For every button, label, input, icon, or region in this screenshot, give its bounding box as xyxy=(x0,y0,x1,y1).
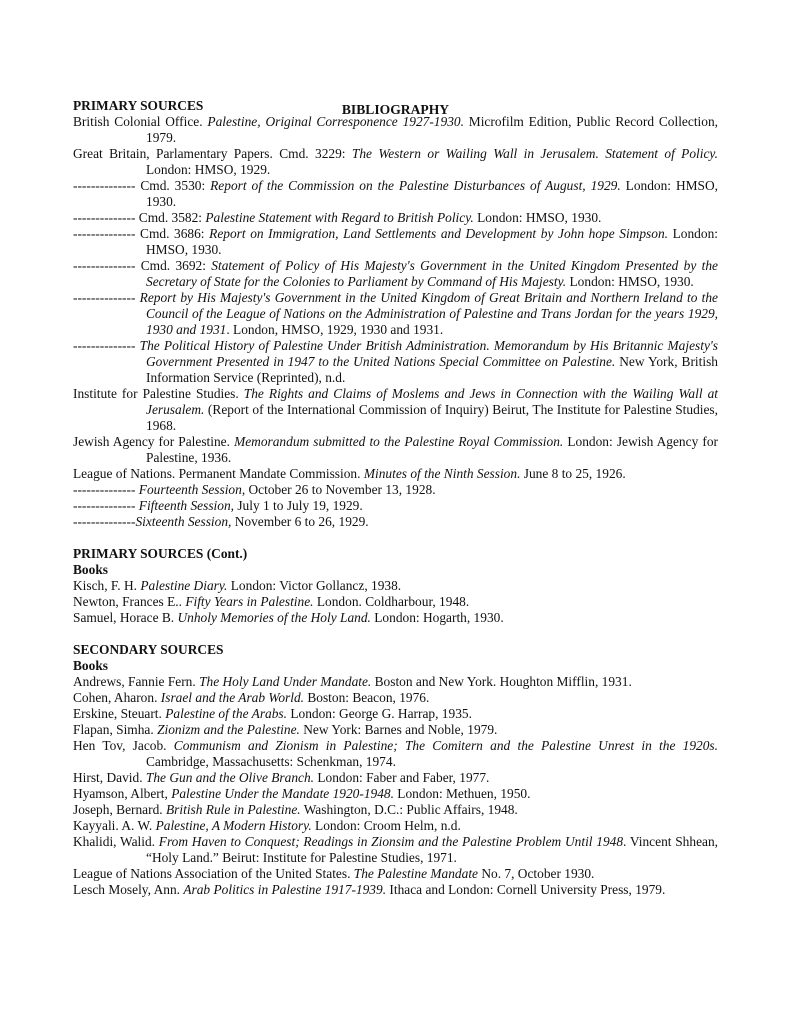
entry-title: Communism and Zionism in Palestine; The Comitern and the Palestine Unrest in the 1920s. xyxy=(173,738,718,753)
entry-author: Cohen, Aharon. xyxy=(73,690,161,705)
entry-author: British Colonial Office. xyxy=(73,114,208,129)
entry-title: Report of the Commission on the Palestine Disturbances of August, 1929. xyxy=(210,178,621,193)
entry-title: Report on Immigration, Land Settlements and Development by John hope Simpson. xyxy=(209,226,668,241)
bibliography-entry xyxy=(73,818,718,834)
section-heading: SECONDARY SOURCES xyxy=(73,642,224,657)
entry-list xyxy=(73,578,718,626)
entry-publication: Cambridge, Massachusetts: Schenkman, 1974. xyxy=(146,754,396,769)
entry-title: From Haven to Conquest; Readings in Zionsim and the Palestine Problem Until 1948 xyxy=(158,834,624,849)
entry-author: -------------- xyxy=(73,338,140,353)
bibliography-entry xyxy=(73,706,718,722)
entry-publication: November 6 to 26, 1929. xyxy=(231,514,369,529)
section-primary-sources-cont xyxy=(73,546,718,626)
entry-title: The Gun and the Olive Branch. xyxy=(145,770,315,785)
entry-title: Sixteenth Session, xyxy=(135,514,232,529)
bibliography-entry xyxy=(73,498,718,514)
entry-title: Report by His Majesty's Government in the United Kingdom of Great Britain and Northern Ireland to the Council of the League of Nations on the Administration of Palestine and Trans Jordan for the years 1929, 1930 and 1931 xyxy=(139,290,719,337)
entry-author: Kayyali. A. W. xyxy=(73,818,156,833)
entry-title: The Holy Land Under Mandate. xyxy=(199,674,372,689)
bibliography-entry xyxy=(73,770,718,786)
entry-author: Samuel, Horace B. xyxy=(73,610,178,625)
entry-publication: London: HMSO, 1929. xyxy=(146,162,271,177)
entry-title: Palestine of the Arabs. xyxy=(165,706,287,721)
entry-title: Palestine Statement with Regard to British Policy. xyxy=(205,210,474,225)
entry-publication: Washington, D.C.: Public Affairs, 1948. xyxy=(300,802,518,817)
bibliography-entry xyxy=(73,386,718,434)
entry-publication: Ithaca and London: Cornell University Press, 1979. xyxy=(386,882,666,897)
entry-publication: June 8 to 25, 1926. xyxy=(520,466,626,481)
entry-publication: Boston: Beacon, 1976. xyxy=(304,690,430,705)
entry-author: -------------- xyxy=(73,290,140,305)
bibliography-entry xyxy=(73,482,718,498)
entry-author: Hirst, David. xyxy=(73,770,146,785)
entry-title: Palestine Under the Mandate 1920-1948. xyxy=(171,786,394,801)
entry-list xyxy=(73,114,718,530)
entry-author: Kisch, F. H. xyxy=(73,578,141,593)
bibliography-entry xyxy=(73,226,718,258)
entry-author: Lesch Mosely, Ann. xyxy=(73,882,184,897)
entry-author: -------------- Cmd. 3530: xyxy=(73,178,211,193)
entry-publication: Microfilm Edition, Public Record Collection, 1979. xyxy=(146,114,719,145)
entry-title: The Palestine Mandate xyxy=(353,866,478,881)
entry-author: -------------- Cmd. 3582: xyxy=(73,210,206,225)
section-subheading: Books xyxy=(73,658,108,673)
entry-title: Zionizm and the Palestine. xyxy=(157,722,300,737)
bibliography-entry xyxy=(73,258,718,290)
entry-publication: London. Coldharbour, 1948. xyxy=(313,594,470,609)
entry-publication: London: Jewish Agency for Palestine, 1936. xyxy=(146,434,718,465)
bibliography-entry xyxy=(73,690,718,706)
entry-publication: July 1 to July 19, 1929. xyxy=(234,498,363,513)
entry-author: -------------- xyxy=(73,482,139,497)
entry-publication: . Vincent Shhean, “Holy Land.” Beirut: Institute for Palestine Studies, 1971. xyxy=(146,834,719,865)
entry-author: Newton, Frances E.. xyxy=(73,594,186,609)
bibliography-entry xyxy=(73,738,718,770)
bibliography-entry xyxy=(73,834,718,866)
bibliography-entry xyxy=(73,210,718,226)
entry-publication: London: Croom Helm, n.d. xyxy=(311,818,461,833)
bibliography-entry xyxy=(73,466,718,482)
bibliography-entry xyxy=(73,594,718,610)
entry-publication: (Report of the International Commission of Inquiry) Beirut, The Institute for Palestine Studies, 1968. xyxy=(146,402,718,433)
entry-title: Palestine Diary. xyxy=(140,578,228,593)
entry-author: Institute for Palestine Studies. xyxy=(73,386,244,401)
entry-title: The Rights and Claims of Moslems and Jews in Connection with the Wailing Wall at Jerusalem. xyxy=(146,386,718,417)
bibliography-entry xyxy=(73,882,718,898)
entry-publication: London: Methuen, 1950. xyxy=(393,786,531,801)
entry-publication: No. 7, October 1930. xyxy=(478,866,595,881)
entry-author: Andrews, Fannie Fern. xyxy=(73,674,200,689)
entry-title: Arab Politics in Palestine 1917-1939. xyxy=(183,882,387,897)
entry-author: Hen Tov, Jacob. xyxy=(73,738,174,753)
entry-author: Joseph, Bernard. xyxy=(73,802,166,817)
entry-author: Flapan, Simha. xyxy=(73,722,158,737)
entry-title: Fifteenth Session, xyxy=(138,498,234,513)
entry-list xyxy=(73,674,718,898)
entry-publication: London: George G. Harrap, 1935. xyxy=(286,706,472,721)
bibliography-entry xyxy=(73,722,718,738)
bibliography-entry xyxy=(73,802,718,818)
entry-publication: London: Hogarth, 1930. xyxy=(370,610,504,625)
entry-publication: London: Faber and Faber, 1977. xyxy=(314,770,490,785)
entry-author: -------------- xyxy=(73,498,139,513)
entry-title: Palestine, Original Corresponence 1927-1930. xyxy=(207,114,464,129)
bibliography-entry xyxy=(73,146,718,178)
entry-title: The Western or Wailing Wall in Jerusalem. Statement of Policy. xyxy=(351,146,718,161)
bibliography-entry xyxy=(73,674,718,690)
entry-publication: Boston and New York. Houghton Mifflin, 1931. xyxy=(371,674,632,689)
bibliography-entry xyxy=(73,290,718,338)
entry-title: Memorandum submitted to the Palestine Royal Commission. xyxy=(234,434,564,449)
bibliography-entry xyxy=(73,514,718,530)
entry-author: Great Britain, Parlamentary Papers. Cmd. 3229: xyxy=(73,146,352,161)
entry-title: Fifty Years in Palestine. xyxy=(185,594,314,609)
bibliography-entry xyxy=(73,178,718,210)
entry-publication: , October 26 to November 13, 1928. xyxy=(241,482,436,497)
page-title: BIBLIOGRAPHY xyxy=(341,102,450,117)
section-heading: PRIMARY SOURCES (Cont.) xyxy=(73,546,248,561)
entry-title: Israel and the Arab World. xyxy=(160,690,304,705)
bibliography-entry xyxy=(73,434,718,466)
entry-author: -------------- Cmd. 3686: xyxy=(73,226,210,241)
bibliography-body xyxy=(73,98,718,898)
entry-author: -------------- Cmd. 3692: xyxy=(73,258,212,273)
bibliography-entry xyxy=(73,866,718,882)
entry-publication: London: HMSO, 1930. xyxy=(566,274,694,289)
section-heading: PRIMARY SOURCES xyxy=(73,98,204,113)
entry-title: Unholy Memories of the Holy Land. xyxy=(177,610,371,625)
bibliography-entry xyxy=(73,338,718,386)
entry-title: Palestine, A Modern History. xyxy=(155,818,312,833)
entry-publication: New York, British Information Service (Reprinted), n.d. xyxy=(146,354,718,385)
entry-author: Erskine, Steuart. xyxy=(73,706,166,721)
entry-publication: New York: Barnes and Noble, 1979. xyxy=(299,722,498,737)
entry-publication: London: HMSO, 1930. xyxy=(146,178,718,209)
entry-publication: London: HMSO, 1930. xyxy=(473,210,602,225)
entry-author: Hyamson, Albert, xyxy=(73,786,172,801)
entry-publication: London: Victor Gollancz, 1938. xyxy=(227,578,402,593)
entry-author: League of Nations Association of the United States. xyxy=(73,866,354,881)
entry-title: Minutes of the Ninth Session. xyxy=(363,466,521,481)
entry-author: Khalidi, Walid. xyxy=(73,834,159,849)
section-subheading: Books xyxy=(73,562,108,577)
entry-title: The Political History of Palestine Under British Administration. Memorandum by His Britannic Majesty's Government Presented in 1947 to the United Nations Special Committee on Palestine. xyxy=(139,338,718,369)
bibliography-entry xyxy=(73,610,718,626)
entry-author: League of Nations. Permanent Mandate Commission. xyxy=(73,466,364,481)
entry-title: Statement of Policy of His Majesty's Government in the United Kingdom Presented by the Secretary of State for the Colonies to Parliament by Command of His Majesty. xyxy=(146,258,718,289)
entry-publication: . London, HMSO, 1929, 1930 and 1931. xyxy=(226,322,444,337)
bibliography-entry xyxy=(73,786,718,802)
entry-publication: London: HMSO, 1930. xyxy=(146,226,718,257)
entry-author: Jewish Agency for Palestine. xyxy=(73,434,235,449)
section-primary-sources xyxy=(73,98,718,530)
entry-title: Fourteenth Session xyxy=(138,482,242,497)
entry-author: -------------- xyxy=(73,514,136,529)
section-secondary-sources xyxy=(73,642,718,898)
bibliography-entry xyxy=(73,578,718,594)
bibliography-entry xyxy=(73,114,718,146)
entry-title: British Rule in Palestine. xyxy=(165,802,301,817)
